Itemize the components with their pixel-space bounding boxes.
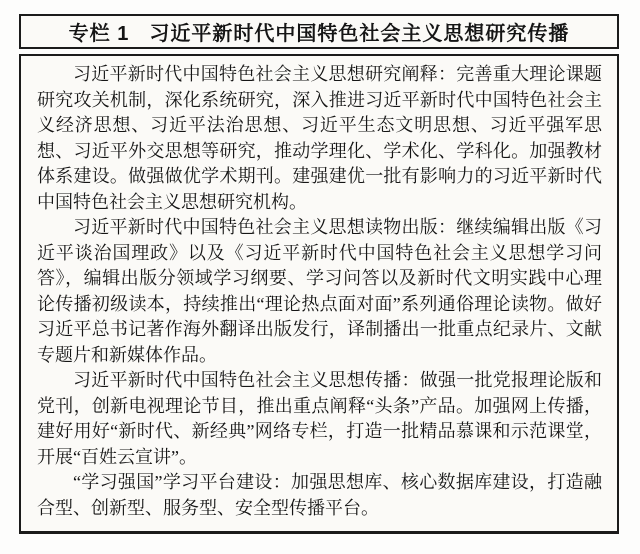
panel-title-bar <box>19 14 619 49</box>
panel-title: 习近平新时代中国特色社会主义思想研究传播 <box>149 23 570 45</box>
paragraph-research-interpretation: 习近平新时代中国特色社会主义思想研究阐释：完善重大理论课题研究攻关机制，深化系统研究，深入推进习近平新时代中国特色社会主义经济思想、习近平法治思想、习近平生态文明思想、习近平强军思想、习近平外交思想等研究，推动学理化、学术化、学科化。加强教材体系建设。做强做优学术期刊。建强建优一批有影响力的习近平新时代中国特色社会主义思想研究机构。 <box>37 64 602 212</box>
paragraph-xuexi-qiangguo-platform: “学习强国”学习平台建设：加强思想库、核心数据库建设，打造融合型、创新型、服务型、安全型传播平台。 <box>37 472 602 518</box>
column-panel <box>19 14 619 534</box>
paragraph-dissemination: 习近平新时代中国特色社会主义思想传播：做强一批党报理论版和党刊，创新电视理论节目，推出重点阐释“头条”产品。加强网上传播，建好用好“新时代、新经典”网络专栏，打造一批精品慕课和示范课堂，开展“百姓云宣讲”。 <box>37 370 602 467</box>
panel-body <box>19 54 619 534</box>
panel-label: 专栏 1 <box>68 23 130 45</box>
paragraph-publications: 习近平新时代中国特色社会主义思想读物出版：继续编辑出版《习近平谈治国理政》以及《习近平新时代中国特色社会主义思想学习问答》，编辑出版分领域学习纲要、学习问答以及新时代文明实践中心理论传播初级读本，持续推出“理论热点面对面”系列通俗理论读物。做好习近平总书记著作海外翻译出版发行，译制播出一批重点纪录片、文献专题片和新媒体作品。 <box>37 217 602 365</box>
